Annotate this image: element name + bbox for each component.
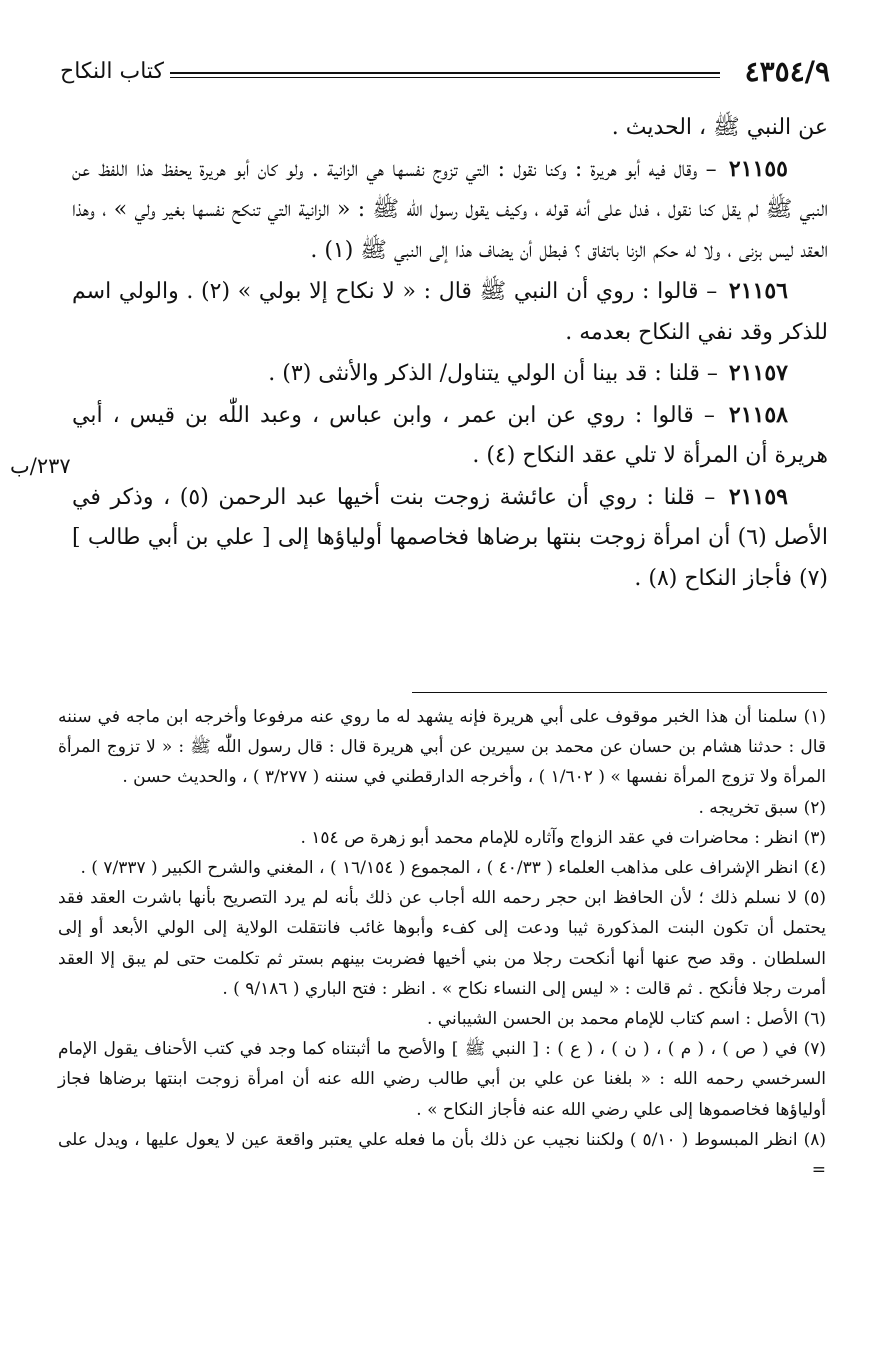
paragraph-number: ٢١١٥٦ <box>728 278 788 304</box>
book-title: كتاب النكاح <box>60 59 165 84</box>
page-header <box>60 54 830 94</box>
footnote: (٧) في ( ص ) ، ( م ) ، ( ن ) ، ( ع ) : [ النبي ﷺ ] والأصح ما أثبتناه كما وجد في كتب الأحناف يقول الإمام السرخسي رحمه الله : « بلغنا عن علي بن أبي طالب رضي الله عنه أن امرأة زوجت ابنتها برضاها فجاز أولياؤها فخاصموها إلى علي رضي الله عنه فأجاز النكاح » . <box>58 1039 826 1120</box>
paragraph <box>72 271 828 353</box>
paragraph <box>72 395 828 477</box>
paragraph-text: – قالوا : روي عن ابن عمر ، وابن عباس ، وعبد اللّٰه بن قيس ، أبي هريرة أن المرأة لا تلي عقد النكاح (٤) . <box>72 402 828 468</box>
paragraph-text: – قلنا : قد بينا أن الولي يتناول/ الذكر والأنثى (٣) . <box>268 361 718 386</box>
paragraph-text: – قالوا : روي أن النبي ﷺ قال : « لا نكاح إلا بولي » (٢) . والولي اسم للذكر وقد نفي النكاح بعدمه . <box>72 279 828 345</box>
paragraph <box>72 353 828 395</box>
paragraph-number: ٢١١٥٩ <box>728 483 788 510</box>
page-number: ٤٣٥٤/٩ <box>744 55 830 88</box>
header-rule <box>170 72 720 78</box>
paragraph <box>72 149 828 272</box>
footnote: (١) سلمنا أن هذا الخبر موقوف على أبي هريرة فإنه يشهد له ما روي عنه مرفوعا وأخرجه ابن ماجه في سننه قال : حدثنا هشام بن حسان عن محمد بن سيرين عن أبي هريرة قال : قال رسول اللّٰه ﷺ : « لا تزوج المرأة المرأة ولا تزوج المرأة نفسها » ( ١/٦٠٢ ) ، وأخرجه الدارقطني في سننه ( ٣/٢٧٧ ) ، والحديث حسن . <box>58 707 826 788</box>
paragraph-number: ٢١١٥٥ <box>728 155 788 182</box>
footnotes <box>58 702 826 1185</box>
footnote: (٤) انظر الإشراف على مذاهب العلماء ( ٤٠/٣٣ ) ، المجموع ( ١٦/١٥٤ ) ، المغني والشرح الكبير ( ٧/٣٣٧ ) . <box>80 858 826 879</box>
footnote: (٨) انظر المبسوط ( ٥/١٠ ) ولكننا نجيب عن ذلك بأن ما فعله علي يعتبر واقعة عين لا يعول عليها ، ويدل على = <box>58 1129 826 1181</box>
paragraph-text: – قلنا : روي أن عائشة زوجت بنت أخيها عبد الرحمن (٥) ، وذكر في الأصل (٦) أن امرأة زوجت بنتها برضاها فخاصمها أولياؤها إلى [ علي بن أبي طالب ] (٧) فأجاز النكاح (٨) . <box>72 484 828 591</box>
paragraph-number: ٢١١٥٧ <box>728 360 788 386</box>
footnote: (٣) انظر : محاضرات في عقد الزواج وآثاره للإمام محمد أبو زهرة ص ١٥٤ . <box>300 827 826 848</box>
margin-note: ٢٣٧/ب <box>10 454 71 478</box>
footnote-divider <box>412 692 827 693</box>
paragraph-number: ٢١١٥٨ <box>728 401 788 428</box>
footnote: (٦) الأصل : اسم كتاب للإمام محمد بن الحسن الشيباني . <box>426 1009 826 1030</box>
paragraph-text: – وقال فيه أبو هريرة : وكنا نقول : التي تزوج نفسها هي الزانية . ولو كان أبو هريرة يحفظ هذا اللفظ عن النبي ﷺ لم يقل كنا نقول ، فدل على أنه قوله ، وكيف يقول رسول اللّٰه ﷺ : « الزانية التي تنكح نفسها بغير ولي » ، وهذا العقد ليس بزنى ، ولا له حكم الزنا باتفاق ؟ فبطل أن يضاف هذا إلى النبي ﷺ (١) . <box>72 156 828 263</box>
footnote: (٥) لا نسلم ذلك ؛ لأن الحافظ ابن حجر رحمه الله أجاب عن ذلك بأنه لم يرد التصريح بأنها باشرت العقد فقد يحتمل أن تكون البنت المذكورة ثيبا ودعت إلى كفء وأبوها غائب فانتقلت الولاية إلى الولي الأبعد أو إلى السلطان . وقد صح عنها أنها أنكحت رجلا من بني أخيها فضربت بينهم بستر ثم تكلمت حتى لم يبق إلا العقد أمرت رجلا فأنكح . ثم قالت : « ليس إلى النساء نكاح » . انظر : فتح الباري ( ٩/١٨٦ ) . <box>58 888 826 999</box>
footnote: (٢) سبق تخريجه . <box>698 797 826 818</box>
paragraph <box>72 477 828 600</box>
main-text <box>72 108 828 599</box>
intro-line: عن النبي ﷺ ، الحديث . <box>611 115 828 140</box>
